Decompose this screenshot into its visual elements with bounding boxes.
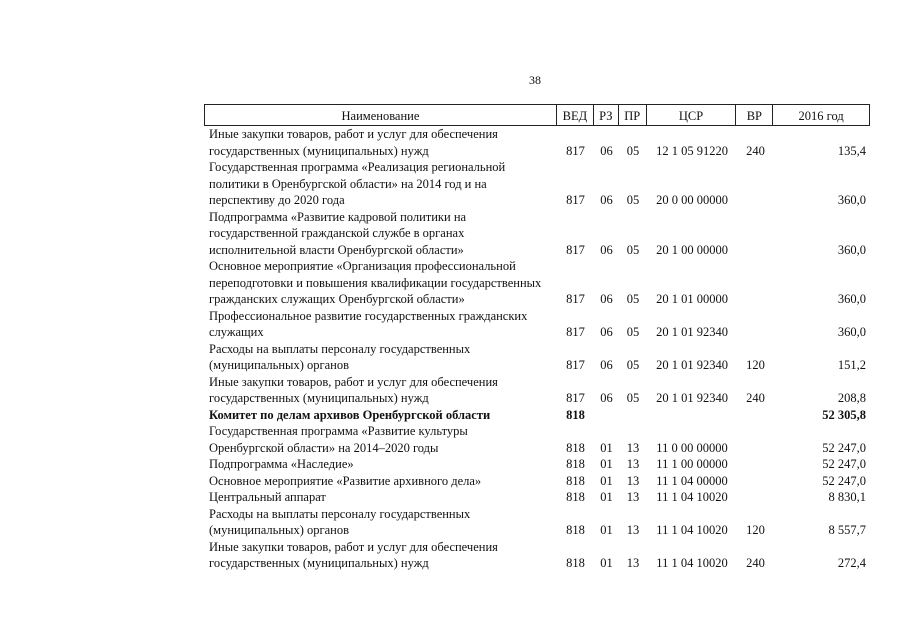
table-row (204, 308, 870, 341)
table-row (204, 506, 870, 539)
cell-name: Расходы на выплаты персоналу государственных (муниципальных) органов (209, 506, 471, 537)
cell-ved: 818 (566, 556, 585, 570)
table-row (204, 159, 870, 209)
cell-rz: 01 (600, 440, 613, 455)
table-row (204, 209, 870, 259)
table-row (204, 456, 870, 473)
header-pr: ПР (619, 105, 647, 125)
table-row (204, 341, 870, 374)
table-row (204, 539, 870, 572)
cell-ved: 817 (566, 143, 585, 158)
cell-ved: 818 (566, 440, 585, 455)
cell-pr: 13 (626, 490, 640, 504)
cell-name: Иные закупки товаров, работ и услуг для обеспечения государственных (муниципальных) нужд (209, 127, 498, 158)
cell-name: Основное мероприятие «Организация профессиональной переподготовки и повышения квалификации государственных гражданских служащих Оренбургской области» (209, 259, 542, 306)
cell-pr: 05 (626, 292, 640, 306)
cell-pr: 13 (626, 457, 640, 471)
cell-vr: 240 (746, 143, 765, 158)
cell-csr: 11 1 04 10020 (656, 523, 728, 537)
cell-rz: 01 (600, 556, 613, 570)
cell-name: Подпрограмма «Наследие» (209, 457, 354, 471)
cell-name: Расходы на выплаты персоналу государственных (муниципальных) органов (209, 341, 471, 372)
page-number: 38 (529, 73, 541, 87)
cell-rz: 06 (600, 143, 613, 158)
cell-year: 52 247,0 (822, 440, 866, 455)
budget-table (204, 104, 870, 572)
cell-year: 208,8 (837, 391, 866, 405)
header-csr: ЦСР (647, 105, 737, 125)
cell-name: Подпрограмма «Развитие кадровой политики на государственной гражданской службе в органах исполнительной власти Оренбургской области» (209, 209, 467, 257)
cell-csr: 12 1 05 91220 (656, 143, 728, 158)
cell-year: 360,0 (837, 292, 866, 306)
cell-name: Иные закупки товаров, работ и услуг для обеспечения государственных (муниципальных) нужд (209, 539, 498, 570)
table-header (204, 104, 870, 126)
cell-ved: 818 (566, 490, 585, 504)
table-row (204, 126, 870, 159)
cell-year: 151,2 (837, 358, 866, 372)
cell-year: 360,0 (837, 242, 866, 257)
cell-ved: 817 (566, 391, 585, 405)
cell-pr: 13 (626, 440, 640, 455)
cell-ved: 818 (566, 473, 585, 488)
cell-csr: 20 1 01 00000 (656, 292, 728, 306)
cell-name: Комитет по делам архивов Оренбургской области (209, 407, 491, 422)
cell-pr: 05 (626, 391, 640, 405)
cell-year: 52 247,0 (822, 473, 866, 488)
cell-vr: 240 (746, 556, 765, 570)
cell-ved: 818 (566, 407, 585, 422)
cell-csr: 20 1 01 92340 (656, 358, 728, 372)
cell-pr: 13 (626, 473, 640, 488)
cell-rz: 01 (600, 457, 613, 471)
table-row (204, 473, 870, 490)
cell-year: 360,0 (837, 193, 866, 207)
cell-csr: 11 1 04 10020 (656, 556, 728, 570)
cell-rz: 06 (600, 193, 613, 207)
cell-name: Государственная программа «Развитие культуры Оренбургской области» на 2014–2020 годы (209, 424, 468, 455)
cell-csr: 20 0 00 00000 (656, 193, 728, 207)
cell-csr: 11 1 04 10020 (656, 490, 728, 504)
cell-rz: 06 (600, 358, 613, 372)
table-row (204, 489, 870, 506)
table-body (204, 126, 870, 572)
cell-vr: 240 (746, 391, 765, 405)
table-row (204, 258, 870, 308)
cell-year: 135,4 (837, 143, 866, 158)
cell-vr: 120 (746, 523, 765, 537)
cell-name: Центральный аппарат (209, 490, 326, 504)
cell-csr: 20 1 01 92340 (656, 391, 728, 405)
header-vr: ВР (736, 105, 773, 125)
cell-rz: 06 (600, 325, 613, 339)
cell-pr: 13 (626, 556, 640, 570)
cell-year: 52 247,0 (822, 457, 866, 471)
cell-ved: 817 (566, 325, 585, 339)
cell-rz: 01 (600, 473, 613, 488)
cell-name: Основное мероприятие «Развитие архивного дела» (209, 473, 482, 488)
cell-pr: 05 (626, 358, 640, 372)
cell-ved: 817 (566, 242, 585, 257)
cell-csr: 11 1 00 00000 (656, 457, 728, 471)
header-name: Наименование (205, 105, 557, 125)
cell-year: 360,0 (837, 325, 866, 339)
cell-csr: 11 0 00 00000 (656, 440, 728, 455)
cell-ved: 817 (566, 292, 585, 306)
cell-name: Государственная программа «Реализация региональной политики в Оренбургской области» на 2014 год и на перспективу до 2020 года (209, 160, 506, 207)
cell-name: Профессиональное развитие государственных гражданских служащих (209, 308, 528, 339)
cell-ved: 818 (566, 523, 585, 537)
cell-rz: 06 (600, 292, 613, 306)
cell-ved: 817 (566, 193, 585, 207)
cell-csr: 20 1 00 00000 (656, 242, 728, 257)
cell-pr: 05 (626, 143, 640, 158)
header-rz: РЗ (594, 105, 619, 125)
table-row (204, 407, 870, 424)
cell-year: 8 830,1 (828, 490, 866, 504)
cell-year: 272,4 (837, 556, 866, 570)
cell-csr: 11 1 04 00000 (656, 473, 728, 488)
header-ved: ВЕД (557, 105, 594, 125)
table-row (204, 423, 870, 456)
cell-rz: 06 (600, 391, 613, 405)
cell-pr: 05 (626, 242, 640, 257)
cell-ved: 818 (566, 457, 585, 471)
cell-rz: 06 (600, 242, 613, 257)
cell-name: Иные закупки товаров, работ и услуг для обеспечения государственных (муниципальных) нужд (209, 374, 498, 405)
header-year: 2016 год (798, 109, 844, 123)
cell-vr: 120 (746, 358, 765, 372)
cell-pr: 05 (626, 193, 640, 207)
table-row (204, 374, 870, 407)
cell-pr: 13 (626, 523, 640, 537)
cell-pr: 05 (626, 325, 640, 339)
cell-ved: 817 (566, 358, 585, 372)
cell-year: 8 557,7 (828, 523, 866, 537)
cell-year: 52 305,8 (822, 407, 866, 422)
cell-rz: 01 (600, 490, 613, 504)
cell-rz: 01 (600, 523, 613, 537)
cell-csr: 20 1 01 92340 (656, 325, 728, 339)
